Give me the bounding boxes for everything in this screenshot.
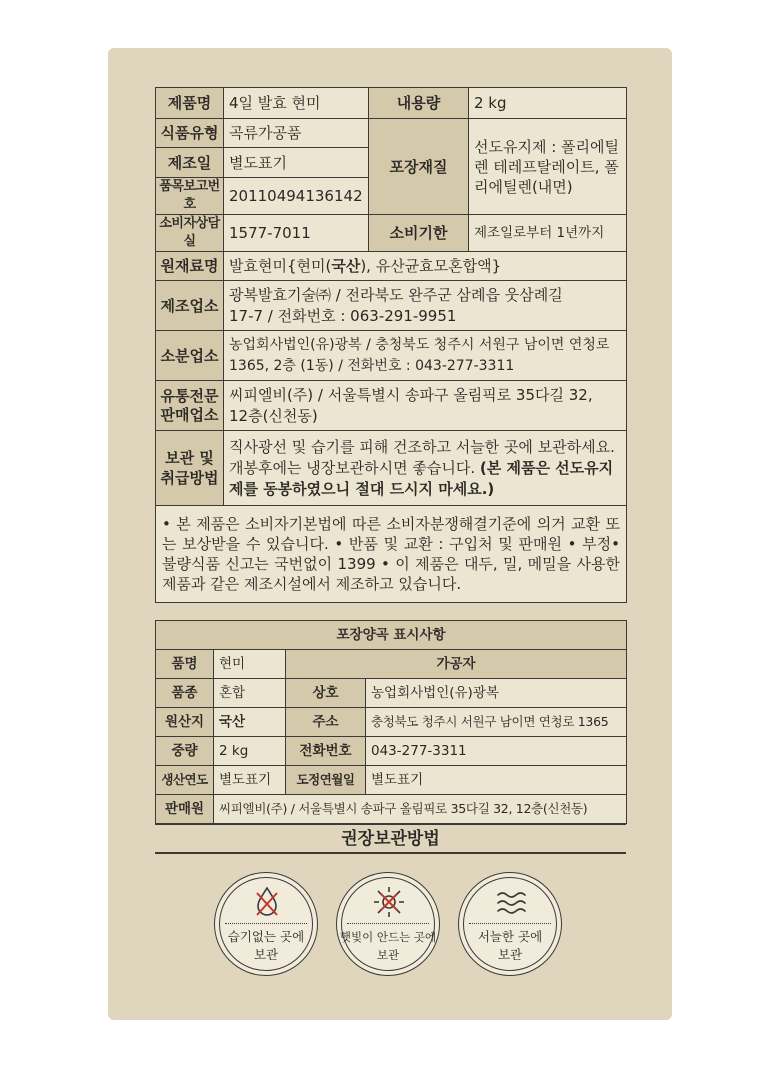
consumer-notice: • 본 제품은 소비자기본법에 따른 소비자분쟁해결기준에 의거 교환 또는 보상받을 수 있습니다. • 반품 및 교환 : 구입처 및 판매원 • 부정•불량식품 신고는 국번없이 1399 • 이 제품은 대두, 밀, 메밀을 사용한 제품과 같은 제조시설에서 제조하고 있습니다. (156, 506, 627, 603)
year-value: 별도표기 (214, 766, 286, 795)
packaging-label: 포장재질 (369, 119, 469, 215)
volume-value: 2 kg (469, 88, 627, 119)
expiry-value: 제조일로부터 1년까지 (469, 215, 627, 252)
phone-label: 전화번호 (286, 737, 366, 766)
item-label: 품명 (156, 650, 214, 679)
section-rule-bottom (155, 852, 626, 854)
manufacturer-value: 광복발효기술㈜ / 전라북도 완주군 삼례읍 웃삼례길 17-7 / 전화번호 : 063-291-9951 (224, 281, 627, 331)
milling-label: 도정연월일 (286, 766, 366, 795)
origin-value: 국산 (214, 708, 286, 737)
weight-label: 중량 (156, 737, 214, 766)
storage-label: 보관 및 취급방법 (156, 431, 224, 506)
company-label: 상호 (286, 679, 366, 708)
no-sunlight-icon (372, 885, 406, 919)
company-value: 농업회사법인(유)광복 (366, 679, 627, 708)
report-no-label: 품목보고번호 (156, 178, 224, 215)
name-value: 4일 발효 현미 (224, 88, 369, 119)
address-label: 주소 (286, 708, 366, 737)
year-label: 생산연도 (156, 766, 214, 795)
type-label: 식품유형 (156, 119, 224, 148)
variety-label: 품종 (156, 679, 214, 708)
seller-label: 판매원 (156, 795, 214, 824)
repacker-value: 농업회사법인(유)광복 / 충청북도 청주시 서원구 남이면 연청로 1365, 2층 (1동) / 전화번호 : 043-277-3311 (224, 331, 627, 381)
variety-value: 혼합 (214, 679, 286, 708)
cool-air-icon (494, 885, 528, 919)
packaging-value: 선도유지제 : 폴리에틸렌 테레프탈레이트, 폴리에틸렌(내면) (469, 119, 627, 215)
mfg-date-label: 제조일 (156, 148, 224, 178)
distributor-value: 씨피엘비(주) / 서울특별시 송파구 올림픽로 35다길 32, 12층(신천동) (224, 381, 627, 431)
processor-label: 가공자 (286, 650, 627, 679)
manufacturer-label: 제조업소 (156, 281, 224, 331)
badge-cool-place: 서늘한 곳에 보관 (458, 872, 562, 976)
section-rule-top (155, 823, 626, 825)
no-water-drop-icon (250, 885, 284, 919)
distributor-label: 유통전문 판매업소 (156, 381, 224, 431)
badge-no-sunlight: 햇빛이 안드는 곳에 보관 (336, 872, 440, 976)
ingredients-label: 원재료명 (156, 252, 224, 281)
volume-label: 내용량 (369, 88, 469, 119)
type-value: 곡류가공품 (224, 119, 369, 148)
consult-label: 소비자상담실 (156, 215, 224, 252)
consult-value: 1577-7011 (224, 215, 369, 252)
origin-label: 원산지 (156, 708, 214, 737)
badge-dry-storage: 습기없는 곳에 보관 (214, 872, 318, 976)
grain-label-table (155, 620, 627, 824)
ingredients-value: 발효현미{현미(국산), 유산균효모혼합액} (224, 252, 627, 281)
mfg-date-value: 별도표기 (224, 148, 369, 178)
item-value: 현미 (214, 650, 286, 679)
report-no-value: 20110494136142 (224, 178, 369, 215)
weight-value: 2 kg (214, 737, 286, 766)
storage-guide-title: 권장보관방법 (341, 829, 440, 849)
repacker-label: 소분업소 (156, 331, 224, 381)
storage-value: 직사광선 및 습기를 피해 건조하고 서늘한 곳에 보관하세요. 개봉후에는 냉장보관하시면 좋습니다. (본 제품은 선도유지제를 동봉하였으니 절대 드시지 마세요.) (224, 431, 627, 506)
product-info-table (155, 87, 627, 603)
grain-label-title: 포장양곡 표시사항 (156, 621, 627, 650)
milling-value: 별도표기 (366, 766, 627, 795)
seller-value: 씨피엘비(주) / 서울특별시 송파구 올림픽로 35다길 32, 12층(신천동) (214, 795, 627, 824)
phone-value: 043-277-3311 (366, 737, 627, 766)
name-label: 제품명 (156, 88, 224, 119)
expiry-label: 소비기한 (369, 215, 469, 252)
address-value: 충청북도 청주시 서원구 남이면 연청로 1365 (366, 708, 627, 737)
